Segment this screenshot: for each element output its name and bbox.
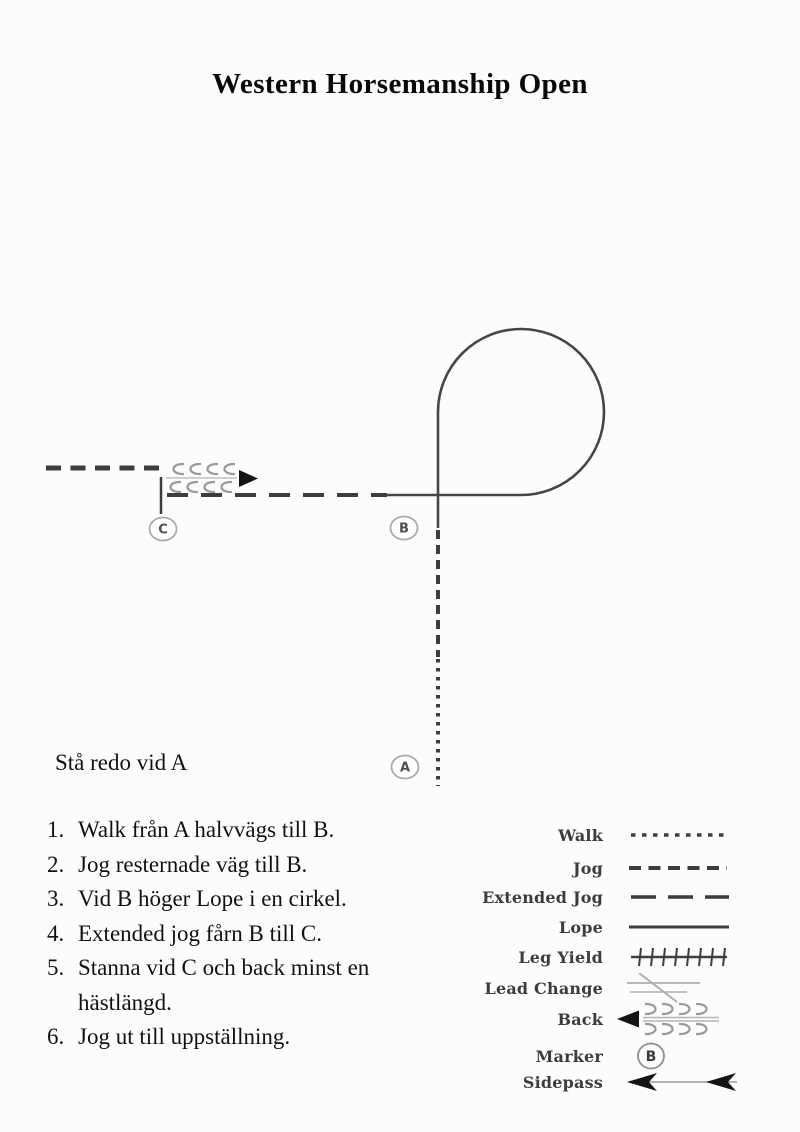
legend-label: Sidepass	[522, 1072, 603, 1092]
instruction-number: 3.	[47, 886, 65, 911]
horseshoe-icon	[191, 464, 202, 474]
marker-b-letter: B	[399, 521, 409, 537]
jog-line-sample-icon	[627, 863, 757, 873]
horseshoe-icon	[222, 482, 233, 492]
instruction-text: hästlängd.	[78, 989, 172, 1015]
legend-row-sidepass	[431, 1072, 757, 1092]
back-sample-icon	[615, 1001, 745, 1037]
horseshoe-icon	[171, 482, 182, 492]
instruction-text: Vid B höger Lope i en cirkel.	[78, 886, 347, 911]
lope-circle-path	[386, 329, 604, 528]
instruction-text: Stanna vid C och back minst en	[78, 955, 370, 980]
legend-row-back	[431, 1001, 745, 1037]
instruction-number: 2.	[47, 851, 65, 877]
legend-label: Lope	[558, 917, 603, 937]
instruction-list	[47, 813, 447, 1055]
legend-label: Back	[557, 1009, 603, 1029]
legend-row-walk	[431, 820, 757, 850]
legend-label: Walk	[558, 825, 603, 845]
walk-line-sample-icon	[627, 830, 757, 840]
instruction-number: 4.	[47, 920, 65, 946]
ready-text: Stå redo vid A	[55, 750, 188, 775]
horseshoe-icon	[188, 482, 199, 492]
lead-change-sample-icon	[627, 973, 757, 1003]
back-direction-arrow-icon	[239, 470, 258, 487]
horseshoe-icon	[225, 464, 236, 474]
instruction-item	[47, 917, 447, 952]
horseshoe-icon	[174, 464, 185, 474]
sidepass-sample-icon	[627, 1072, 757, 1092]
leg-yield-sample-icon	[627, 945, 757, 969]
legend-label: Jog	[572, 858, 603, 878]
instruction-text: Walk från A halvvägs till B.	[78, 817, 335, 842]
marker-a-letter: A	[399, 760, 411, 776]
page-title: Western Horsemanship Open	[212, 68, 588, 100]
lope-line-sample-icon	[627, 922, 757, 932]
back-arrow-icon	[617, 1011, 639, 1028]
marker-c-letter: C	[158, 522, 168, 538]
marker-a	[392, 756, 419, 779]
instruction-item	[47, 848, 447, 883]
instruction-text: Extended jog fårn B till C.	[78, 920, 323, 946]
legend-marker-letter: B	[645, 1049, 657, 1066]
legend-row-jog	[431, 853, 757, 883]
legend-row-extended-jog	[431, 882, 757, 912]
instruction-text: Jog resternade väg till B.	[78, 851, 308, 877]
marker-b	[391, 517, 418, 540]
instruction-item	[47, 951, 447, 1020]
instruction-number: 6.	[47, 1024, 65, 1049]
instruction-number: 5.	[47, 955, 65, 980]
back-symbol-group	[166, 464, 237, 492]
legend-label: Leg Yield	[518, 947, 603, 967]
instruction-number: 1.	[47, 817, 65, 842]
instruction-item	[47, 813, 447, 848]
legend-row-marker	[431, 1039, 757, 1073]
instruction-item	[47, 882, 447, 917]
horseshoe-icon	[205, 482, 216, 492]
legend-row-leg-yield	[431, 942, 757, 972]
extended-jog-line-sample-icon	[627, 892, 757, 902]
legend-label: Extended Jog	[482, 887, 603, 907]
marker-sample-icon	[627, 1039, 757, 1073]
legend-label: Lead Change	[484, 978, 603, 998]
legend-row-lead-change	[431, 973, 757, 1003]
legend-row-lope	[431, 912, 757, 942]
legend-label: Marker	[535, 1046, 603, 1066]
marker-c	[150, 518, 177, 541]
horseshoe-icon	[208, 464, 219, 474]
instruction-item	[47, 1020, 447, 1055]
instruction-text: Jog ut till uppställning.	[78, 1024, 291, 1049]
